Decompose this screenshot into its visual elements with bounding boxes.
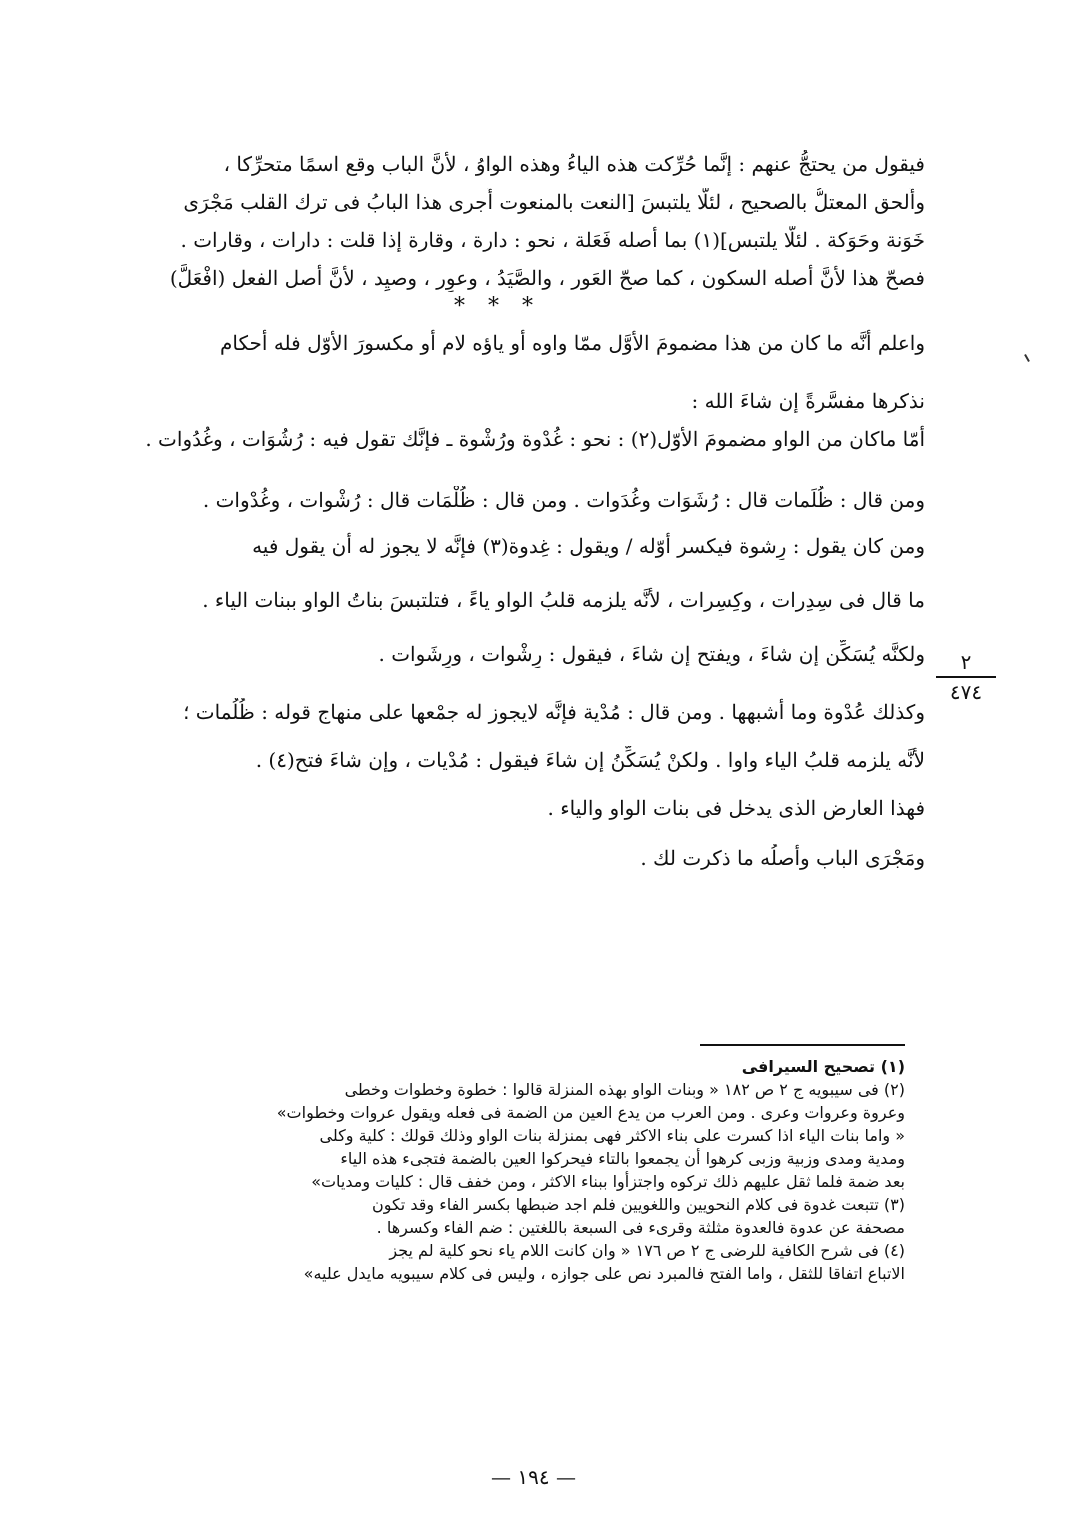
text-line: ومن كان يقول : رِشوة فيكسر أوّله / ويقول : غِدوة(٣) فإنَّه لا يجوز له أن يقول فيه [252,534,925,558]
text-line: ولكنَّه يُسَكِّن إن شاءَ ، ويفتح إن شاءَ ، فيقول : رِشْوات ، ورِشَوات . [378,642,925,666]
margin-tick-mark [1024,354,1030,362]
text-line: لأنَّه يلزمه قلبُ الياء واوا . ولكنْ يُسَكِّنُ إن شاءَ فيقول : مُدْيات ، وإن شاءَ فتح(٤) . [255,748,925,772]
text-line: فصحّ هذا لأنَّ أصله السكون ، كما صحّ العَور ، والصَّيَدُ ، وعوِر ، وصيِد ، لأنَّ أصل الفعل (افْعَلَّ) [169,266,925,290]
footnote: (٢) فى سيبويه ج ٢ ص ١٨٢ « وبنات الواو بهذه المنزلة قالوا : خطوة وخطوات وخطى [344,1080,905,1099]
text-line: فهذا العارض الذى يدخل فى بنات الواو والياء . [547,796,925,820]
text-line: ومَجْرَى الباب وأصلُه ما ذكرت لك . [640,846,925,870]
footnote: وعروة وعروات وعرى . ومن العرب من يدع العين من الضمة فى فعله ويقول عروات وخطوات» [276,1103,905,1122]
folio-part-number: ٢ [936,650,996,678]
text-line: ما قال فى سِدِرات ، وكِسِرات ، لأنَّه يلزمه قلبُ الواو ياءً ، فتلتبسَ بناتُ الواو ببنات الياء . [202,588,925,612]
footnote-divider [700,1044,905,1046]
footnote: بعد ضمة فلما ثقل عليهم ذلك تركوه واجتزأوا ببناء الاكثر ، ومن خفف قال : كليات ومديات» [311,1172,905,1191]
text-line: خَوَنة وحَوَكة . لئلَّا يلتبس](١) بما أصله فَعَلة ، نحو : دارة ، وقارة إذا قلت : دارات ، وقارات . [180,228,925,252]
footnote: الاتباع اتفاقا للثقل ، واما الفتح فالمبرد نص على جوازه ، وليس فى كلام سيبويه مايدل عليه» [303,1264,905,1283]
text-line: وأُلحق المعتلُّ بالصحيح ، لئلَّا يلتبسَ [النعت بالمنعوت أُجرى هذا البابُ فى ترك القلب مَجْرَى [183,190,925,214]
text-line: فيقول من يحتجُّ عنهم : إنَّما حُرِّكت هذه الياءُ وهذه الواوُ ، لأنَّ الباب وقع اسمًا متحرِّكا ، [223,152,925,176]
footnote: (٤) فى شرح الكافية للرضى ج ٢ ص ١٧٦ « وان كانت اللام ياء نحو كلية لم يجز [389,1241,905,1260]
footnote: « واما بنات الياء اذا كسرت على بناء الاكثر فهى بمنزلة بنات الواو وذلك قولك : كلية وكلى [319,1126,905,1145]
footnotes [70,1055,905,1285]
text-line: واعلم أنَّه ما كان من هذا مضمومَ الأوَّل ممّا واوه أو ياؤه لام أو مكسورَ الأوّل فله أحكام [220,331,925,355]
page-number: — ١٩٤ — [491,1465,576,1489]
text-line: نذكرها مفسَّرةً إن شاءَ الله : [691,389,925,413]
text-line: أمّا ماكان من الواو مضمومَ الأوّل(٢) : نحو : غُدْوة ورُشْوة ـ فإنَّك تقول فيه : رُشُوَات ، وغُدُوات . [145,427,925,451]
footnote: (٣) تتبعت غدوة فى كلام النحويين واللغويين فلم اجد ضبطها بكسر الفاء وقد تكون [371,1195,905,1214]
folio-page-number: ٤٧٤ [949,680,983,704]
main-text [70,150,925,872]
text-line: ومن قال : ظُلَمات قال : رُشَوَات وغُدَوات . ومن قال : ظُلْمَات قال : رُشْوات ، وغُدْوات . [202,488,925,512]
footnote: ومدية ومدى وزبية وزبى كرهوا أن يجمعوا بالتاء فيحركوا العين بالضمة فتجىء هذه الياء [340,1149,905,1168]
section-separator: * * * [454,294,541,319]
footnote: مصحفة عن عدوة فالعدوة مثلثة وقرىء فى السبعة باللغتين : ضم الفاء وكسرها . [376,1218,905,1237]
manuscript-folio-marker [936,650,996,704]
text-line: وكذلك عُدْوة وما أشبهها . ومن قال : مُدْية فإنَّه لايجوز له جمْعها على منهاج قوله : ظُلُمات ؛ [183,700,925,724]
footnote: (١) تصحيح السيرافى [741,1057,905,1076]
